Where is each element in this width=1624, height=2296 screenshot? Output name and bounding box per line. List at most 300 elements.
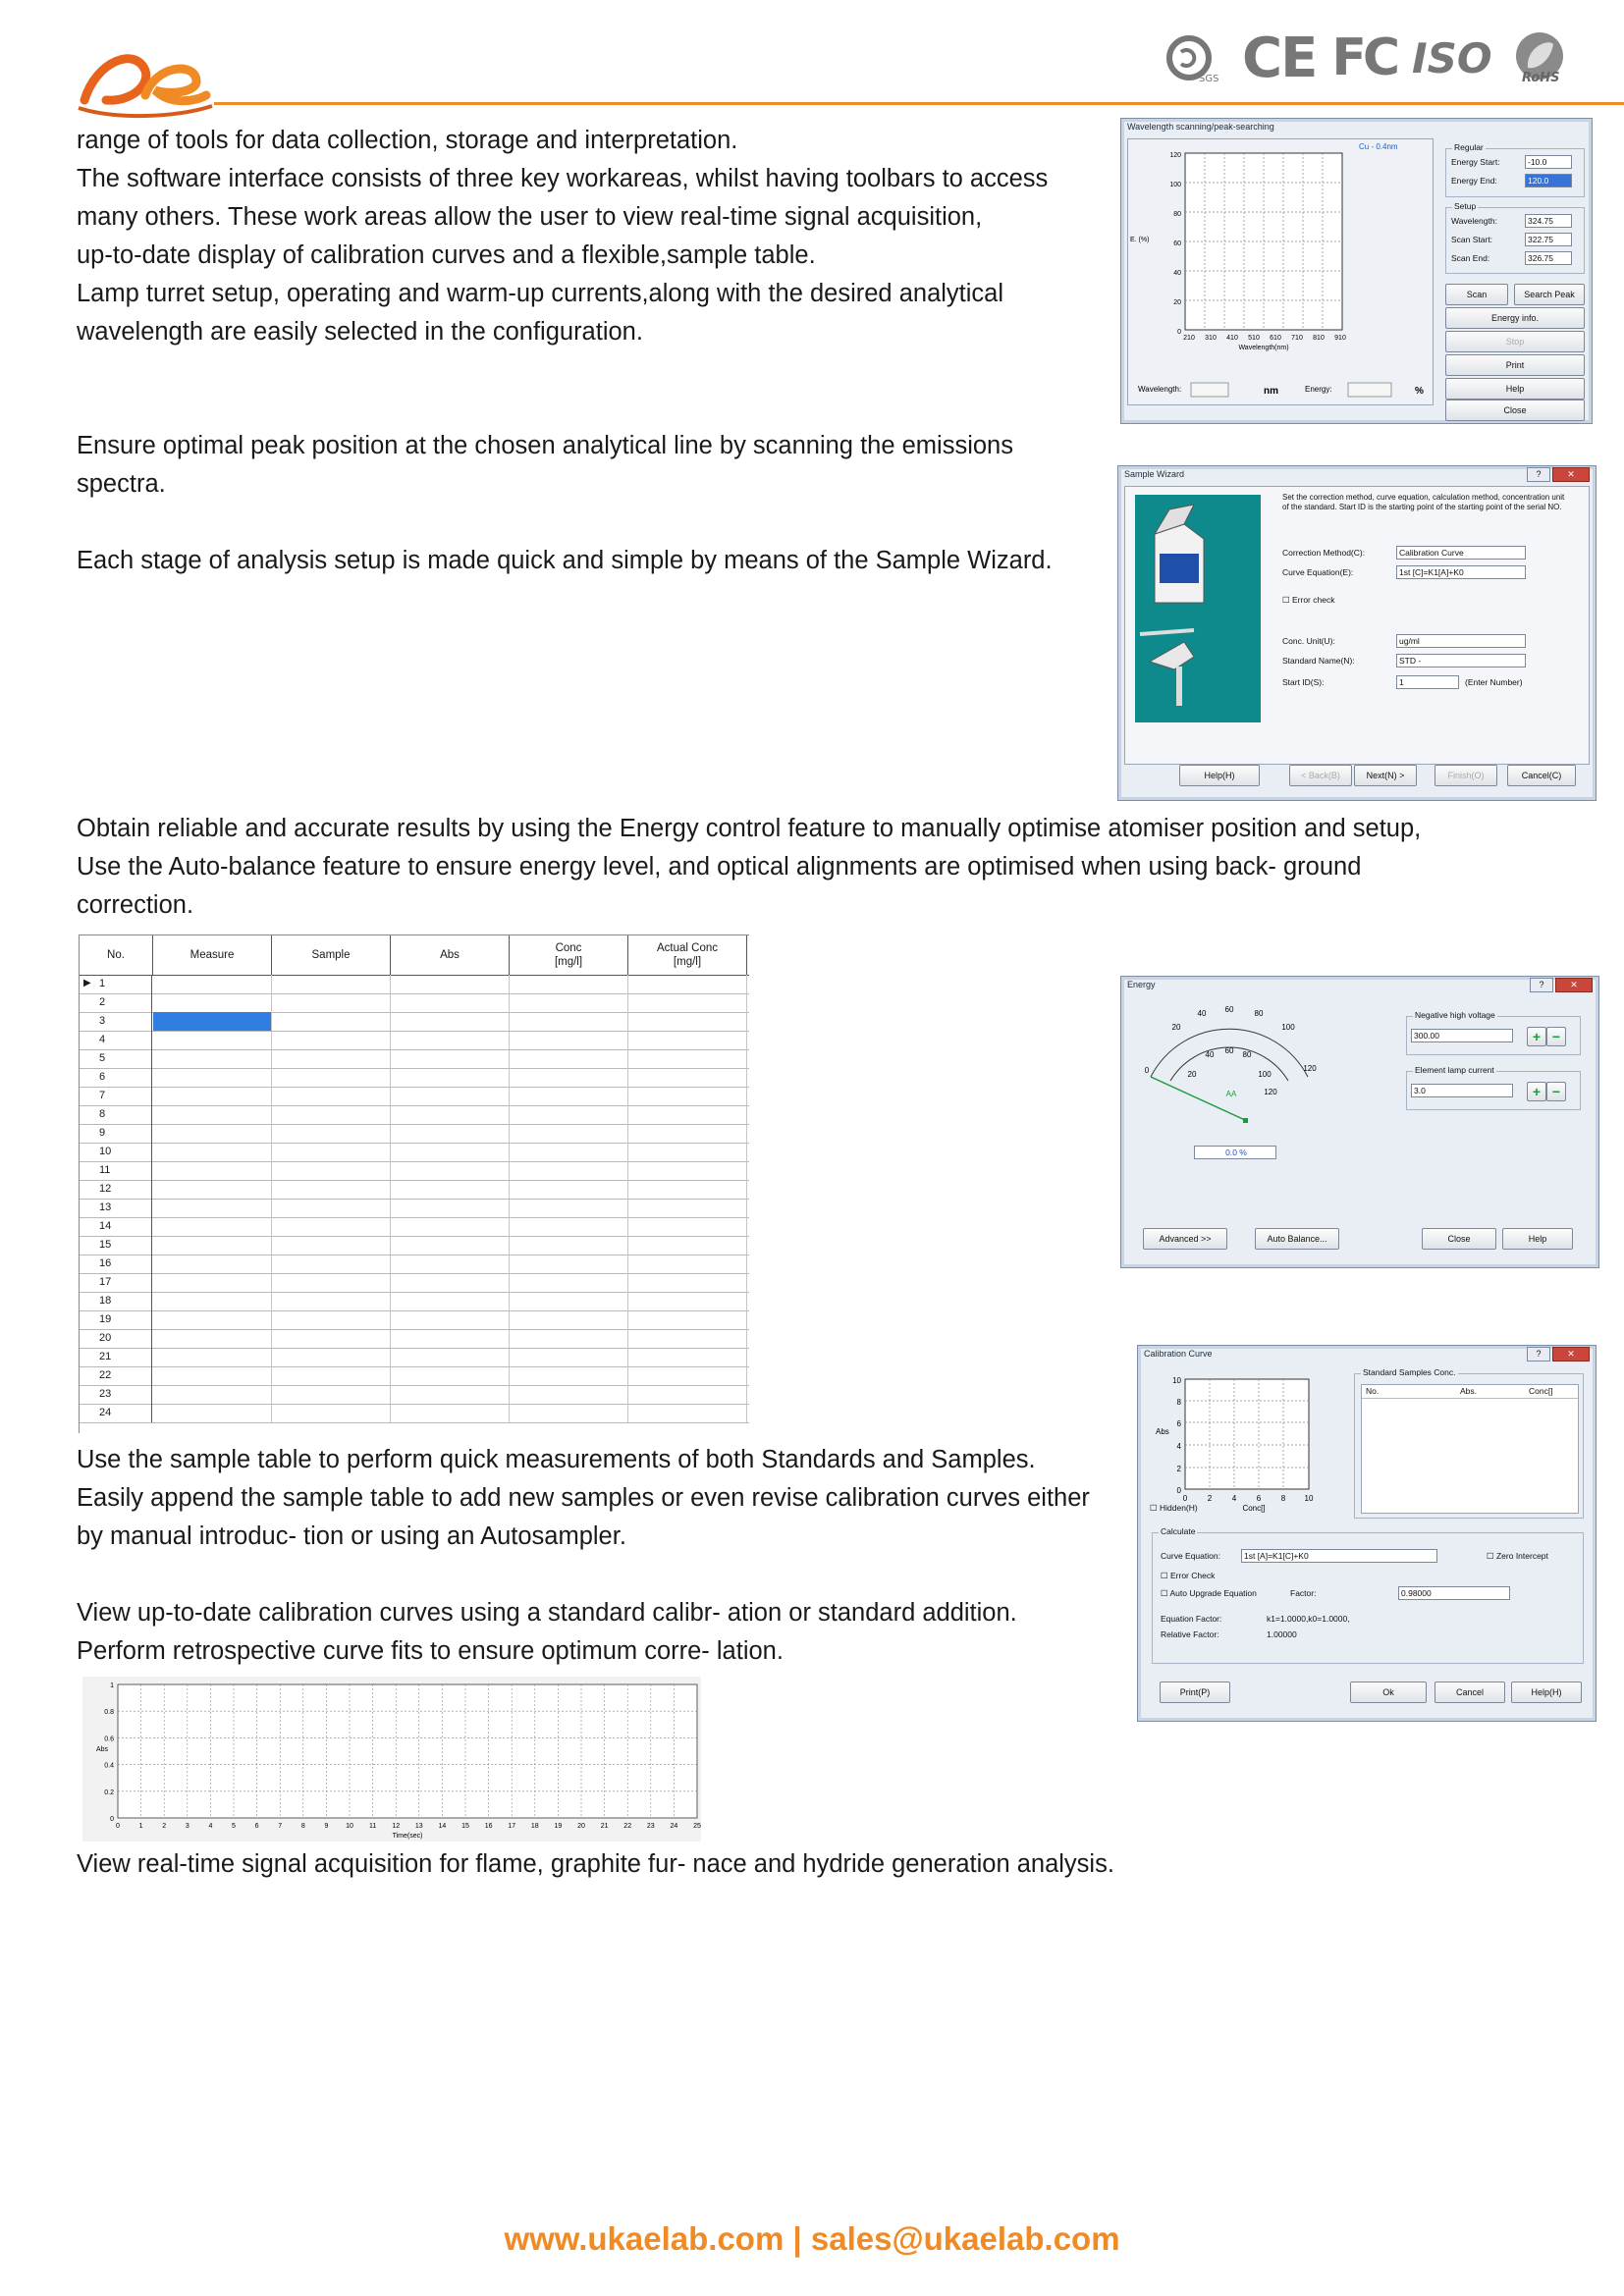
table-row[interactable] <box>80 1310 749 1330</box>
inner-tick: 40 <box>1205 1050 1215 1059</box>
group-title: Calculate <box>1161 1526 1196 1536</box>
energy-info-button[interactable]: Energy info. <box>1445 307 1585 329</box>
table-cell[interactable] <box>153 1273 272 1292</box>
table-row[interactable] <box>80 1329 749 1349</box>
table-cell[interactable] <box>628 1161 747 1180</box>
y-tick: 0.4 <box>104 1762 114 1770</box>
table-cell[interactable] <box>510 1348 628 1366</box>
x-tick: 1 <box>138 1823 143 1830</box>
table-cell[interactable] <box>510 1199 628 1217</box>
table-cell[interactable] <box>628 975 747 993</box>
y-tick: 10 <box>1172 1376 1181 1385</box>
table-cell[interactable] <box>628 1124 747 1143</box>
ok-button[interactable]: Ok <box>1350 1682 1427 1703</box>
table-cell[interactable] <box>628 1180 747 1199</box>
curve-equation-select[interactable]: 1st [C]=K1[A]+K0 <box>1396 565 1526 579</box>
footer-contact[interactable]: www.ukaelab.com | sales@ukaelab.com <box>504 2220 1120 2257</box>
search-peak-button[interactable]: Search Peak <box>1514 284 1585 305</box>
row-number[interactable]: 8 <box>80 1105 152 1124</box>
table-cell[interactable] <box>391 1255 510 1273</box>
table-cell[interactable] <box>628 993 747 1012</box>
error-check-checkbox[interactable]: ☐ Error check <box>1282 595 1335 605</box>
y-tick: 60 <box>1173 240 1181 247</box>
close-button[interactable]: Close <box>1422 1228 1496 1250</box>
certification-logos <box>1164 26 1576 90</box>
table-cell[interactable] <box>510 1310 628 1329</box>
table-row[interactable] <box>80 1012 749 1032</box>
table-cell[interactable] <box>153 1105 272 1124</box>
y-tick: 0 <box>110 1816 114 1823</box>
text-line: Obtain reliable and accurate results by using the Energy control feature to manually optimise atomiser position and setup, <box>77 815 1422 842</box>
text-line: Use the sample table to perform quick measurements of both Standards and Samples. <box>77 1446 1036 1473</box>
help-icon[interactable]: ? <box>1527 467 1550 482</box>
plot-element-label: Cu - 0.4nm <box>1359 142 1398 151</box>
table-row[interactable] <box>80 975 749 994</box>
row-number[interactable]: 17 <box>80 1273 152 1292</box>
cancel-button[interactable]: Cancel <box>1435 1682 1505 1703</box>
column-header[interactable]: Conc [mg/l] <box>510 935 628 975</box>
table-cell[interactable] <box>391 1031 510 1049</box>
table-cell[interactable] <box>272 1255 391 1273</box>
table-cell[interactable] <box>153 1199 272 1217</box>
table-cell[interactable] <box>510 1031 628 1049</box>
table-row[interactable] <box>80 1404 749 1423</box>
help-button[interactable]: Help(H) <box>1511 1682 1582 1703</box>
help-icon[interactable]: ? <box>1530 978 1553 992</box>
row-number[interactable]: 13 <box>80 1199 152 1217</box>
negative-hv-field[interactable]: 300.00 <box>1411 1029 1513 1042</box>
table-cell[interactable] <box>391 1385 510 1404</box>
table-cell[interactable] <box>272 1217 391 1236</box>
table-cell[interactable] <box>153 1180 272 1199</box>
outer-tick: 120 <box>1303 1064 1317 1073</box>
table-cell[interactable] <box>272 1236 391 1255</box>
conc-unit-select[interactable]: ug/ml <box>1396 634 1526 648</box>
table-cell[interactable] <box>153 1255 272 1273</box>
x-tick: 22 <box>623 1823 632 1830</box>
table-cell[interactable] <box>628 1385 747 1404</box>
column-header[interactable]: Measure <box>153 935 272 975</box>
table-row[interactable] <box>80 1049 749 1069</box>
scan-end-label: Scan End: <box>1451 253 1490 263</box>
table-cell[interactable] <box>510 1143 628 1161</box>
table-cell[interactable] <box>628 1366 747 1385</box>
table-row[interactable] <box>80 1124 749 1144</box>
row-number[interactable]: 20 <box>80 1329 152 1348</box>
table-cell[interactable] <box>391 1199 510 1217</box>
table-cell[interactable] <box>272 1292 391 1310</box>
row-number[interactable]: 10 <box>80 1143 152 1161</box>
close-icon[interactable]: ✕ <box>1555 978 1593 992</box>
table-row[interactable] <box>80 993 749 1013</box>
table-header <box>80 934 749 976</box>
table-cell[interactable] <box>628 1049 747 1068</box>
column-header[interactable]: Abs <box>391 935 510 975</box>
table-cell[interactable] <box>628 1143 747 1161</box>
table-cell[interactable] <box>272 1385 391 1404</box>
y-axis-label: Abs <box>96 1746 109 1753</box>
table-cell[interactable] <box>391 1105 510 1124</box>
table-cell[interactable] <box>272 1031 391 1049</box>
fc-mark: FC <box>1331 28 1397 87</box>
text-line: range of tools for data collection, storage and interpretation. <box>77 127 738 154</box>
table-paragraph <box>77 1441 1090 1556</box>
start-id-field[interactable]: 1 <box>1396 675 1459 689</box>
table-row[interactable] <box>80 1236 749 1255</box>
standard-name-field[interactable]: STD - <box>1396 654 1526 667</box>
start-id-label: Start ID(S): <box>1282 677 1325 687</box>
column-header[interactable]: No. <box>80 935 153 975</box>
x-tick: 7 <box>278 1823 283 1830</box>
window-controls <box>1527 467 1590 482</box>
table-cell[interactable] <box>272 1161 391 1180</box>
energy-start-field[interactable]: -10.0 <box>1525 155 1572 169</box>
table-cell[interactable] <box>272 1180 391 1199</box>
text-line: Lamp turret setup, operating and warm-up currents,along with the desired analytical <box>77 280 1004 307</box>
table-row[interactable] <box>80 1273 749 1293</box>
row-number[interactable]: 18 <box>80 1292 152 1310</box>
table-cell[interactable] <box>628 1348 747 1366</box>
energy-end-field[interactable]: 120.0 <box>1525 174 1572 187</box>
table-cell[interactable] <box>272 1124 391 1143</box>
column-header[interactable]: No. <box>1366 1386 1380 1396</box>
table-cell[interactable] <box>510 1087 628 1105</box>
row-number[interactable]: 14 <box>80 1217 152 1236</box>
x-tick: 510 <box>1248 335 1260 342</box>
row-number[interactable]: 6 <box>80 1068 152 1087</box>
scan-plot <box>1128 139 1433 404</box>
table-cell[interactable] <box>628 1199 747 1217</box>
table-row[interactable] <box>80 1161 749 1181</box>
table-row[interactable] <box>80 1143 749 1162</box>
help-button[interactable]: Help(H) <box>1179 765 1260 786</box>
table-cell[interactable] <box>510 1273 628 1292</box>
x-tick: 9 <box>324 1823 329 1830</box>
row-number[interactable]: 11 <box>80 1161 152 1180</box>
stop-button[interactable]: Stop <box>1445 331 1585 352</box>
row-number[interactable]: 22 <box>80 1366 152 1385</box>
cancel-button[interactable]: Cancel(C) <box>1507 765 1576 786</box>
scan-end-field[interactable]: 326.75 <box>1525 251 1572 265</box>
negative-hv-group <box>1406 1010 1581 1055</box>
text-line: Perform retrospective curve fits to ensure optimum corre- lation. <box>77 1637 784 1665</box>
group-title: Regular <box>1454 142 1484 152</box>
table-row[interactable] <box>80 1217 749 1237</box>
row-number[interactable]: 5 <box>80 1049 152 1068</box>
curve-equation-select[interactable]: 1st [A]=K1[C]+K0 <box>1241 1549 1437 1563</box>
row-number[interactable]: 19 <box>80 1310 152 1329</box>
calibration-plot <box>1146 1363 1342 1521</box>
row-number[interactable]: 7 <box>80 1087 152 1105</box>
error-check-checkbox[interactable]: ☐ Error Check <box>1161 1571 1216 1580</box>
table-cell[interactable] <box>391 1012 510 1031</box>
table-cell[interactable] <box>628 1236 747 1255</box>
auto-upgrade-checkbox[interactable]: ☐ Auto Upgrade Equation <box>1161 1588 1257 1598</box>
factor-label: Factor: <box>1290 1588 1317 1598</box>
table-cell[interactable] <box>272 1105 391 1124</box>
table-row[interactable] <box>80 1385 749 1405</box>
x-tick: 210 <box>1183 335 1195 342</box>
table-cell[interactable] <box>153 1068 272 1087</box>
table-cell[interactable] <box>272 1199 391 1217</box>
table-cell[interactable] <box>510 1217 628 1236</box>
table-row[interactable] <box>80 1180 749 1200</box>
row-number[interactable]: 12 <box>80 1180 152 1199</box>
table-row[interactable] <box>80 1255 749 1274</box>
table-cell[interactable] <box>153 1404 272 1422</box>
table-cell[interactable] <box>272 1366 391 1385</box>
status-nm: nm <box>1264 386 1278 397</box>
x-tick: 3 <box>185 1823 189 1830</box>
y-tick: 100 <box>1169 182 1181 188</box>
table-cell[interactable] <box>510 1180 628 1199</box>
table-cell[interactable] <box>391 1217 510 1236</box>
decrease-current-button[interactable]: − <box>1546 1082 1566 1101</box>
y-axis-label: Abs <box>1156 1427 1169 1436</box>
wizard-description: Set the correction method, curve equation, calculation method, concentration unit of the standard. Start ID is the starting point of the starting point of the serial NO. <box>1282 493 1565 511</box>
table-cell[interactable] <box>510 1404 628 1422</box>
hidden-checkbox[interactable]: ☐ Hidden(H) <box>1150 1503 1198 1513</box>
table-cell[interactable] <box>628 1292 747 1310</box>
table-cell[interactable] <box>391 1366 510 1385</box>
table-cell[interactable] <box>153 975 272 993</box>
row-number[interactable]: 21 <box>80 1348 152 1366</box>
table-cell[interactable] <box>510 1292 628 1310</box>
y-tick: 6 <box>1176 1419 1181 1428</box>
table-cell[interactable] <box>628 1031 747 1049</box>
table-row[interactable] <box>80 1031 749 1050</box>
row-number[interactable]: 15 <box>80 1236 152 1255</box>
table-cell[interactable] <box>391 1143 510 1161</box>
table-cell[interactable] <box>272 1404 391 1422</box>
table-cell[interactable] <box>272 1348 391 1366</box>
table-cell[interactable] <box>391 1049 510 1068</box>
x-tick: 310 <box>1205 335 1217 342</box>
scan-button[interactable]: Scan <box>1445 284 1508 305</box>
realtime-paragraph <box>77 1845 1114 1884</box>
table-cell[interactable] <box>272 1143 391 1161</box>
zero-intercept-checkbox[interactable]: ☐ Zero Intercept <box>1487 1551 1548 1561</box>
table-cell[interactable] <box>391 1236 510 1255</box>
y-tick: 0.8 <box>104 1709 114 1717</box>
table-cell[interactable] <box>272 1012 391 1031</box>
energy-start-label: Energy Start: <box>1451 157 1500 167</box>
table-cell[interactable] <box>510 993 628 1012</box>
close-icon[interactable]: ✕ <box>1552 1347 1590 1362</box>
inner-tick: 0 <box>1144 1066 1150 1075</box>
table-cell[interactable] <box>153 1161 272 1180</box>
calculate-group <box>1152 1526 1584 1664</box>
x-tick: 17 <box>508 1823 516 1830</box>
table-cell[interactable] <box>391 1404 510 1422</box>
finish-button[interactable]: Finish(O) <box>1435 765 1497 786</box>
row-number[interactable]: 23 <box>80 1385 152 1404</box>
table-cell[interactable] <box>510 1255 628 1273</box>
iso-mark: ISO <box>1412 33 1492 82</box>
table-cell[interactable] <box>153 1348 272 1366</box>
text-line: The software interface consists of three key workareas, whilst having toolbars to access <box>77 165 1049 192</box>
table-cell[interactable] <box>153 993 272 1012</box>
table-cell[interactable] <box>153 1031 272 1049</box>
table-cell[interactable] <box>153 1143 272 1161</box>
table-cell[interactable] <box>153 1049 272 1068</box>
scan-start-field[interactable]: 322.75 <box>1525 233 1572 246</box>
status-percent: % <box>1415 386 1424 397</box>
table-cell[interactable] <box>391 975 510 993</box>
table-cell[interactable] <box>510 1049 628 1068</box>
table-row[interactable] <box>80 1105 749 1125</box>
table-cell[interactable] <box>628 1255 747 1273</box>
table-cell[interactable] <box>153 1292 272 1310</box>
table-cell[interactable] <box>272 1329 391 1348</box>
x-axis-label: Wavelength(nm) <box>1238 345 1289 351</box>
y-tick: 0 <box>1177 329 1181 336</box>
table-cell[interactable] <box>510 1329 628 1348</box>
column-header[interactable]: Actual Conc [mg/l] <box>628 935 747 975</box>
table-cell[interactable] <box>391 1310 510 1329</box>
table-cell[interactable] <box>628 1105 747 1124</box>
table-cell[interactable] <box>510 1105 628 1124</box>
table-cell[interactable] <box>628 1310 747 1329</box>
table-cell[interactable] <box>628 1273 747 1292</box>
close-icon[interactable]: ✕ <box>1552 467 1590 482</box>
row-number[interactable]: 3 <box>80 1012 152 1031</box>
table-row[interactable] <box>80 1087 749 1106</box>
table-cell[interactable] <box>391 1292 510 1310</box>
table-cell[interactable] <box>272 993 391 1012</box>
table-cell[interactable] <box>153 1385 272 1404</box>
table-cell[interactable] <box>391 1068 510 1087</box>
table-cell[interactable] <box>510 1012 628 1031</box>
x-tick: 4 <box>1231 1494 1237 1503</box>
outer-tick: 60 <box>1224 1006 1234 1014</box>
table-cell[interactable] <box>272 975 391 993</box>
window-controls <box>1530 978 1593 992</box>
table-cell[interactable] <box>510 1236 628 1255</box>
row-number[interactable]: 1 <box>80 975 152 993</box>
help-button[interactable]: Help <box>1502 1228 1573 1250</box>
column-header[interactable]: Sample <box>272 935 391 975</box>
row-number[interactable]: 4 <box>80 1031 152 1049</box>
next-button[interactable]: Next(N) > <box>1354 765 1417 786</box>
table-cell[interactable] <box>628 1404 747 1422</box>
table-cell[interactable] <box>272 1068 391 1087</box>
table-cell[interactable] <box>272 1087 391 1105</box>
table-cell[interactable] <box>272 1310 391 1329</box>
regular-group <box>1445 142 1585 197</box>
table-cell[interactable] <box>272 1049 391 1068</box>
table-cell[interactable] <box>272 1273 391 1292</box>
table-cell[interactable] <box>153 1329 272 1348</box>
print-button[interactable]: Print <box>1445 354 1585 376</box>
table-cell[interactable] <box>391 1348 510 1366</box>
row-number[interactable]: 9 <box>80 1124 152 1143</box>
x-tick: 810 <box>1313 335 1325 342</box>
table-cell[interactable] <box>510 1124 628 1143</box>
table-row[interactable] <box>80 1292 749 1311</box>
table-cell[interactable] <box>510 975 628 993</box>
table-cell[interactable] <box>391 1273 510 1292</box>
table-cell[interactable] <box>628 1068 747 1087</box>
table-cell[interactable] <box>153 1124 272 1143</box>
table-cell[interactable] <box>153 1087 272 1105</box>
table-cell[interactable] <box>510 1068 628 1087</box>
table-cell[interactable] <box>391 1329 510 1348</box>
column-header[interactable]: Conc[] <box>1529 1386 1553 1396</box>
x-tick: 13 <box>414 1823 423 1830</box>
correction-method-select[interactable]: Calibration Curve <box>1396 546 1526 560</box>
table-cell[interactable] <box>391 1087 510 1105</box>
back-button[interactable]: < Back(B) <box>1289 765 1352 786</box>
table-cell[interactable] <box>628 1087 747 1105</box>
table-cell[interactable] <box>510 1385 628 1404</box>
column-header[interactable]: Abs. <box>1460 1386 1478 1396</box>
increase-current-button[interactable]: + <box>1527 1082 1546 1101</box>
row-number[interactable]: 2 <box>80 993 152 1012</box>
table-cell[interactable] <box>391 1161 510 1180</box>
table-row[interactable] <box>80 1348 749 1367</box>
print-button[interactable]: Print(P) <box>1160 1682 1230 1703</box>
wavelength-select[interactable]: 324.75 <box>1525 214 1572 228</box>
text-line: Each stage of analysis setup is made quick and simple by means of the Sample Wizard. <box>77 547 1053 574</box>
energy-window <box>1120 976 1599 1268</box>
y-tick: 0.6 <box>104 1735 114 1743</box>
y-tick: 0.2 <box>104 1789 114 1796</box>
table-cell[interactable] <box>628 1012 747 1031</box>
table-row[interactable] <box>80 1068 749 1088</box>
table-cell[interactable] <box>510 1161 628 1180</box>
table-cell[interactable] <box>153 1310 272 1329</box>
help-icon[interactable]: ? <box>1527 1347 1550 1362</box>
table-cell[interactable] <box>391 993 510 1012</box>
decrease-hv-button[interactable]: − <box>1546 1027 1566 1046</box>
close-button[interactable]: Close <box>1445 400 1585 421</box>
table-row[interactable] <box>80 1366 749 1386</box>
auto-balance-button[interactable]: Auto Balance... <box>1255 1228 1339 1250</box>
x-tick: 16 <box>484 1823 493 1830</box>
advanced-button[interactable]: Advanced >> <box>1143 1228 1227 1250</box>
window-title: Calibration Curve <box>1144 1349 1213 1359</box>
x-tick: 25 <box>693 1823 701 1830</box>
x-tick: 19 <box>554 1823 563 1830</box>
row-number[interactable]: 24 <box>80 1404 152 1422</box>
table-cell[interactable] <box>153 1236 272 1255</box>
x-tick: 0 <box>1182 1494 1188 1503</box>
table-cell[interactable] <box>510 1366 628 1385</box>
list-header <box>1362 1385 1578 1399</box>
factor-field[interactable]: 0.98000 <box>1398 1586 1510 1600</box>
energy-end-label: Energy End: <box>1451 176 1497 186</box>
y-tick: 80 <box>1173 211 1181 218</box>
table-cell[interactable] <box>391 1180 510 1199</box>
table-cell[interactable] <box>628 1329 747 1348</box>
row-number[interactable]: 16 <box>80 1255 152 1273</box>
selected-cell[interactable] <box>153 1012 272 1031</box>
lamp-current-field[interactable]: 3.0 <box>1411 1084 1513 1097</box>
hidden-label: Hidden(H) <box>1159 1503 1198 1513</box>
table-cell[interactable] <box>153 1366 272 1385</box>
help-button[interactable]: Help <box>1445 378 1585 400</box>
x-tick: 10 <box>1304 1494 1314 1503</box>
aa-label: AA <box>1225 1090 1237 1098</box>
table-cell[interactable] <box>628 1217 747 1236</box>
table-cell[interactable] <box>391 1124 510 1143</box>
table-cell[interactable] <box>153 1217 272 1236</box>
auto-upgrade-label: Auto Upgrade Equation <box>1169 1588 1257 1598</box>
setup-group <box>1445 201 1585 274</box>
table-row[interactable] <box>80 1199 749 1218</box>
increase-hv-button[interactable]: + <box>1527 1027 1546 1046</box>
